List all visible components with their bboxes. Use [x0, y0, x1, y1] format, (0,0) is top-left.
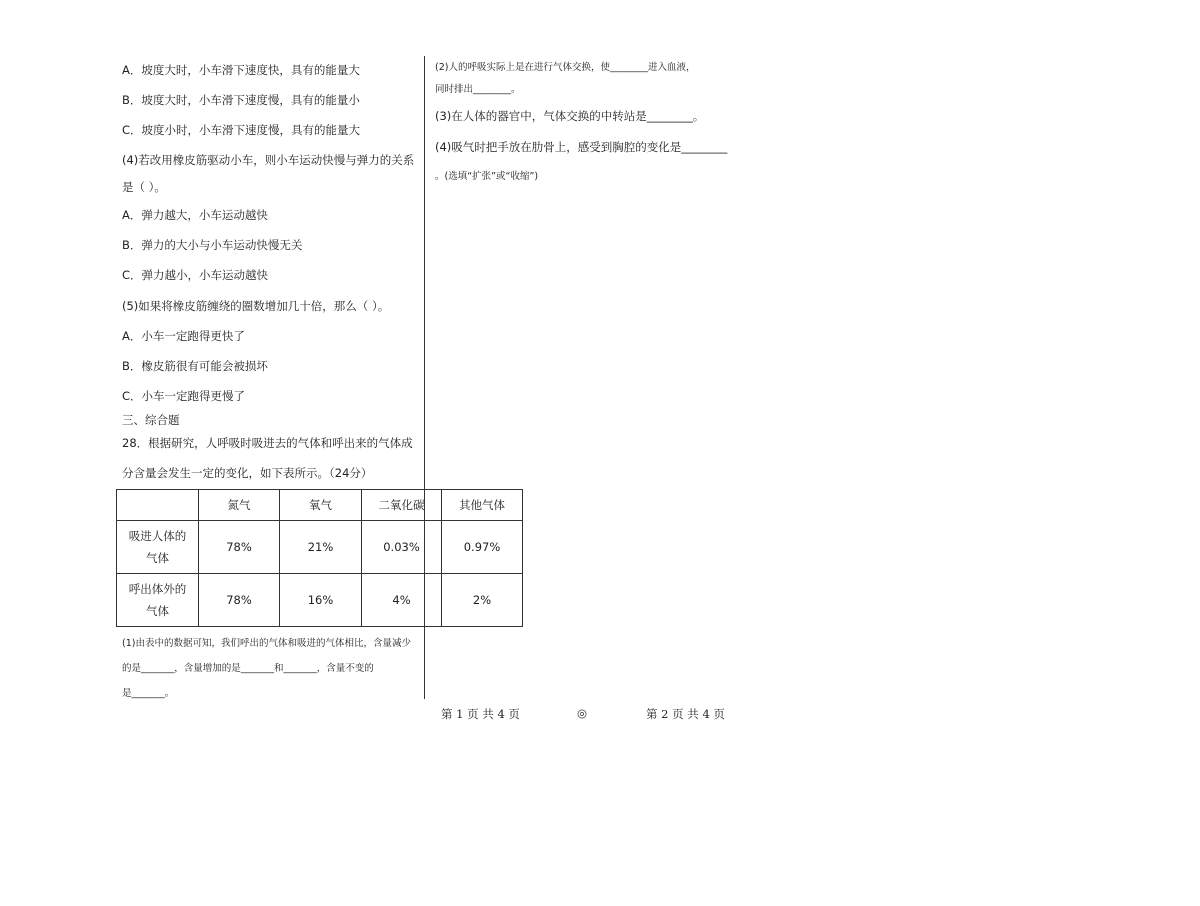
table-cell: 78%	[199, 574, 280, 627]
row-label-line1: 呼出体外的	[128, 582, 187, 596]
table-header-cell	[117, 490, 199, 521]
column-divider	[424, 56, 425, 699]
q1-line2: 的是_______，含量增加的是_______和_______，含量不变的	[122, 663, 374, 674]
table-header-cell: 其他气体	[442, 490, 523, 521]
q28-line1: 28．根据研究，人呼吸时吸进去的气体和呼出来的气体成	[122, 436, 413, 450]
row-label-line1: 吸进人体的	[128, 529, 187, 543]
right-q4-line2: 。(选填“扩张”或“收缩”)	[435, 171, 539, 182]
q4-option-c: C．弹力越小，小车运动越快	[122, 268, 269, 282]
q5-option-a: A．小车一定跑得更快了	[122, 329, 245, 343]
q3-option-b: B．坡度大时，小车滑下速度慢，具有的能量小	[122, 93, 360, 107]
right-q2-line2: 同时排出________。	[435, 84, 521, 95]
row-label-line2: 气体	[146, 604, 169, 618]
gas-composition-table	[116, 489, 523, 627]
q1-line3: 是_______。	[122, 688, 175, 699]
footer-right-page: 第 2 页 共 4 页	[646, 707, 725, 721]
section-heading: 三、综合题	[122, 413, 180, 427]
q5-option-c: C．小车一定跑得更慢了	[122, 389, 246, 403]
table-cell: 78%	[199, 521, 280, 574]
right-q3: (3)在人体的器官中，气体交换的中转站是________。	[435, 109, 705, 123]
footer-left-page: 第 1 页 共 4 页	[441, 707, 520, 721]
table-cell: 4%	[362, 574, 442, 627]
q5-option-b: B．橡皮筋很有可能会被损坏	[122, 359, 268, 373]
q4-option-b: B．弹力的大小与小车运动快慢无关	[122, 238, 303, 252]
table-cell: 16%	[280, 574, 362, 627]
q4-stem-line1: (4)若改用橡皮筋驱动小车，则小车运动快慢与弹力的关系	[122, 153, 415, 167]
q4-stem-line2: 是（ ）。	[122, 180, 166, 194]
footer-symbol: ◎	[577, 706, 588, 720]
table-row	[117, 574, 523, 627]
q1-line1: (1)由表中的数据可知，我们呼出的气体和吸进的气体相比，含量减少	[122, 638, 411, 649]
right-q4-line1: (4)吸气时把手放在肋骨上，感受到胸腔的变化是________	[435, 140, 728, 154]
row-label	[117, 521, 199, 574]
q28-line2: 分含量会发生一定的变化，如下表所示。（24分）	[122, 466, 373, 480]
table-header-cell: 氮气	[199, 490, 280, 521]
row-label	[117, 574, 199, 627]
q4-option-a: A．弹力越大，小车运动越快	[122, 208, 268, 222]
table-header-cell: 氧气	[280, 490, 362, 521]
table-cell: 2%	[442, 574, 523, 627]
table-cell: 0.97%	[442, 521, 523, 574]
table-header-cell: 二氧化碳	[362, 490, 442, 521]
table-header-row	[117, 490, 523, 521]
q3-option-c: C．坡度小时，小车滑下速度慢，具有的能量大	[122, 123, 361, 137]
q3-option-a: A．坡度大时，小车滑下速度快，具有的能量大	[122, 63, 360, 77]
table-cell: 21%	[280, 521, 362, 574]
row-label-line2: 气体	[146, 551, 169, 565]
q5-stem: (5)如果将橡皮筋缠绕的圈数增加几十倍，那么（ ）。	[122, 299, 390, 313]
table-cell: 0.03%	[362, 521, 442, 574]
right-q2-line1: (2)人的呼吸实际上是在进行气体交换，使________进入血液，	[435, 62, 696, 73]
table-row	[117, 521, 523, 574]
